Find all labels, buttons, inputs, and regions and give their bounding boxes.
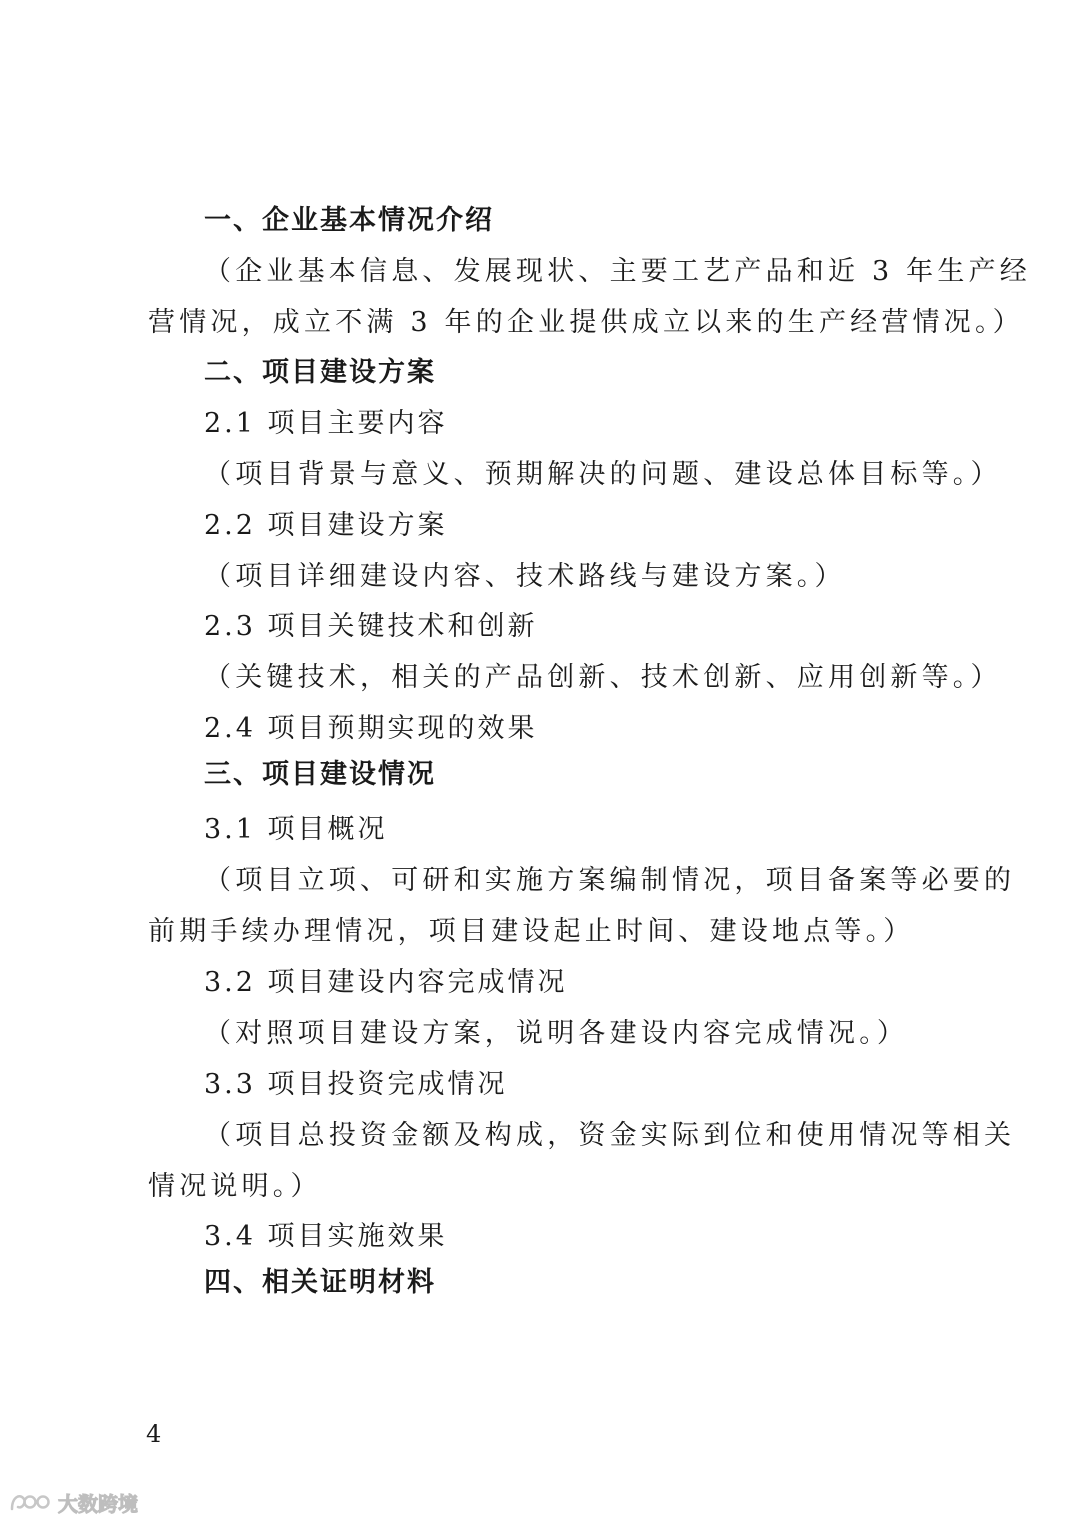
section-heading-1: 一、企业基本情况介绍 [204, 205, 494, 236]
paragraph-line: 情况说明。） [148, 1171, 322, 1202]
paragraph-line: （企业基本信息、发展现状、主要工艺产品和近 3 年生产经 [204, 256, 1031, 287]
section-heading-3: 三、项目建设情况 [204, 759, 436, 790]
paragraph-line: 前期手续办理情况，项目建设起止时间、建设地点等。） [148, 916, 915, 947]
paragraph-line: （关键技术，相关的产品创新、技术创新、应用创新等。） [204, 662, 1002, 693]
paragraph-line: （项目背景与意义、预期解决的问题、建设总体目标等。） [204, 459, 1002, 490]
subsection-heading: 3.4 项目实施效果 [204, 1221, 448, 1252]
subsection-heading: 2.4 项目预期实现的效果 [204, 713, 538, 744]
watermark-text: 大数跨境 [58, 1491, 138, 1516]
subsection-heading: 3.3 项目投资完成情况 [204, 1069, 508, 1100]
paragraph-line: 营情况，成立不满 3 年的企业提供成立以来的生产经营情况。） [148, 307, 1024, 338]
subsection-heading: 2.1 项目主要内容 [204, 408, 448, 439]
paragraph-line: （对照项目建设方案，说明各建设内容完成情况。） [204, 1018, 909, 1049]
subsection-heading: 3.1 项目概况 [204, 814, 388, 845]
paragraph-line: （项目详细建设内容、技术路线与建设方案。） [204, 561, 846, 592]
paragraph-line: （项目立项、可研和实施方案编制情况，项目备案等必要的 [204, 865, 1016, 896]
subsection-heading: 2.3 项目关键技术和创新 [204, 611, 538, 642]
watermark-logo-icon [8, 1489, 52, 1515]
watermark [8, 1488, 138, 1516]
subsection-heading: 3.2 项目建设内容完成情况 [204, 967, 568, 998]
section-heading-4: 四、相关证明材料 [204, 1267, 436, 1298]
subsection-heading: 2.2 项目建设方案 [204, 510, 448, 541]
paragraph-line: （项目总投资金额及构成，资金实际到位和使用情况等相关 [204, 1120, 1016, 1151]
section-heading-2: 二、项目建设方案 [204, 357, 436, 388]
page-number: 4 [146, 1420, 162, 1448]
